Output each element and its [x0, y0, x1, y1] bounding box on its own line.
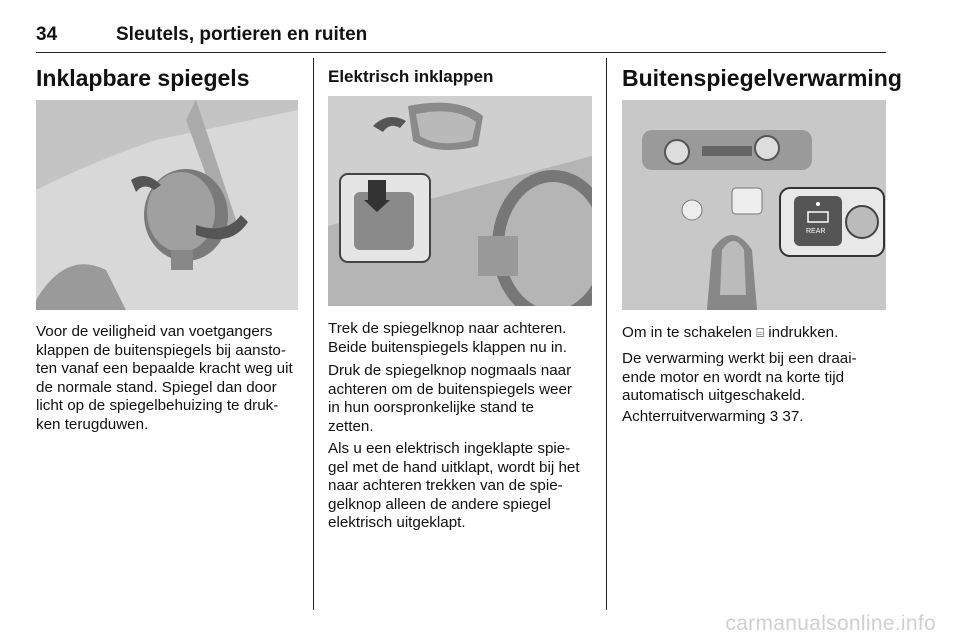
- rear-window-heating-icon: ⌸: [756, 325, 765, 340]
- page-reference-link[interactable]: 3 37.: [769, 408, 804, 425]
- page-header: [36, 24, 886, 53]
- col2-paragraph-3: Als u een elektrisch ingeklapte spie- gel met de hand uitklapt, wordt bij het naar achteren trekken van de spie- gelknop alleen de andere spiegel elektrisch uitgeklapt.: [328, 440, 580, 531]
- rear-label: REAR: [806, 228, 826, 235]
- section-electric-fold: [328, 58, 592, 88]
- col3-paragraph-2: De verwarming werkt bij een draai- ende motor en wordt na korte tijd automatisch uitgeschakeld.: [622, 350, 857, 404]
- heating-button-illustration: [622, 100, 886, 310]
- col2-paragraph-1: Trek de spiegelknop naar achteren. Beide buitenspiegels klappen nu in.: [328, 320, 567, 356]
- section-mirror-heating: [622, 58, 902, 92]
- col2-paragraph-2: Druk de spiegelknop nogmaals naar achteren om de buitenspiegels weer in hun oorspronkelijke stand te zetten.: [328, 362, 572, 435]
- col1-paragraph: Voor de veiligheid van voetgangers klappen de buitenspiegels bij aansto- ten vanaf een bepaalde kracht weg uit de normale stand. Spiegel dan door licht op de spiegelbehuizing te druk- ken terugduwen.: [36, 323, 293, 433]
- chapter-title: Sleutels, portieren en ruiten: [116, 24, 368, 45]
- page-number: 34: [36, 24, 58, 45]
- section-heading: Buitenspiegelverwarming: [622, 65, 902, 91]
- section-folding-mirrors: [36, 58, 298, 92]
- watermark: carmanualsonline.info: [725, 612, 936, 635]
- section-heading: Elektrisch inklappen: [328, 67, 494, 86]
- col3-paragraph-3: Achterruitverwarming 3 37.: [622, 408, 804, 425]
- col3-paragraph-1: Om in te schakelen ⌸ indrukken.: [622, 324, 839, 341]
- column-divider-left: [313, 58, 314, 610]
- section-heading: Inklapbare spiegels: [36, 65, 250, 91]
- column-divider-right: [606, 58, 607, 610]
- mirror-fold-illustration: [36, 100, 298, 310]
- mirror-switch-illustration: [328, 96, 592, 306]
